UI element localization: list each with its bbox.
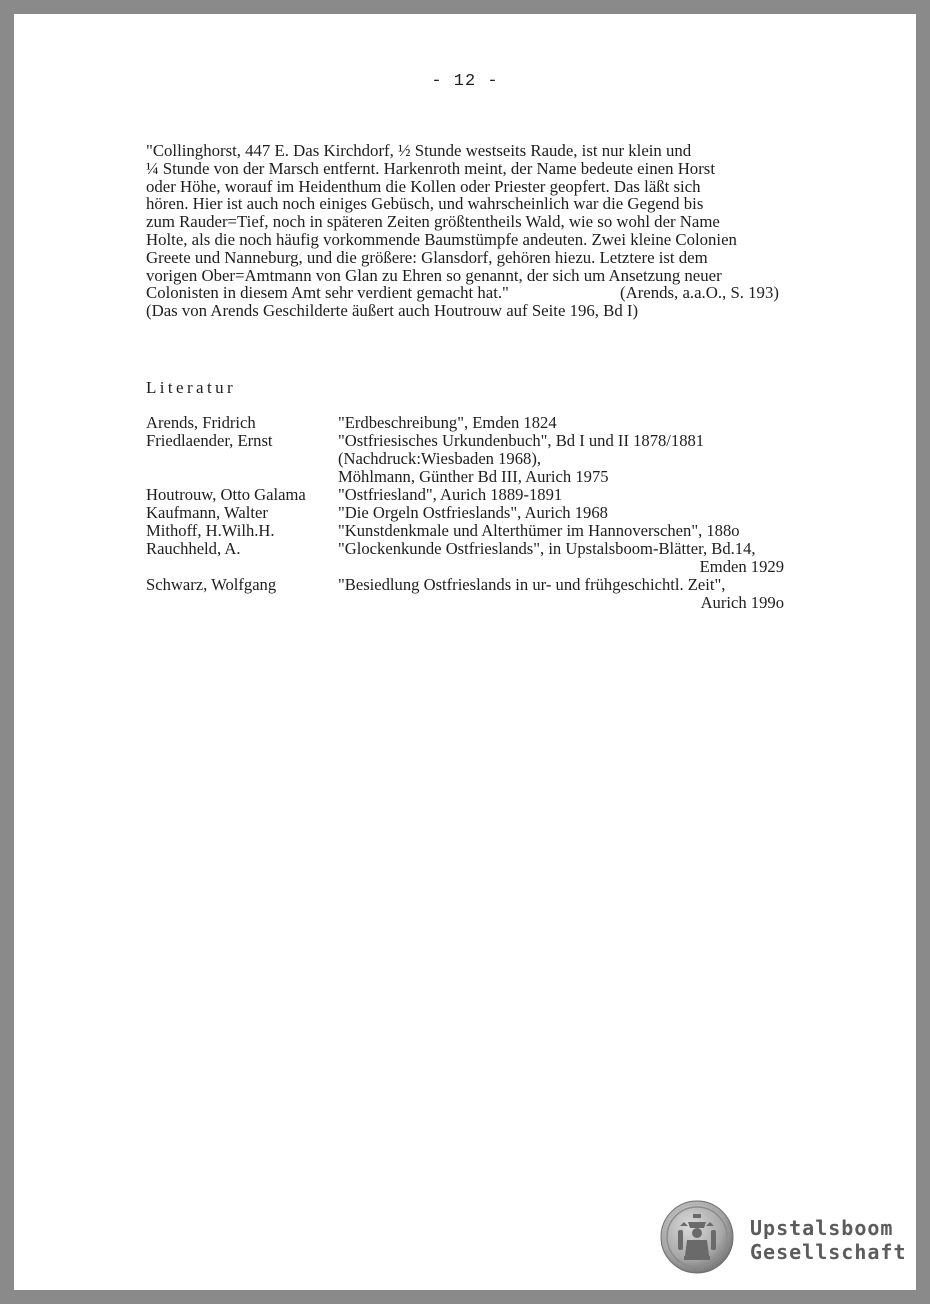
literature-work: "Besiedlung Ostfrieslands in ur- und frühgeschichtl. Zeit", — [338, 575, 726, 594]
literature-entry-continuation — [146, 468, 826, 486]
literature-author: Schwarz, Wolfgang — [146, 575, 277, 594]
literature-author: Rauchheld, A. — [146, 539, 241, 558]
literature-author: Kaufmann, Walter — [146, 503, 268, 522]
literature-work: "Ostfriesland", Aurich 1889-1891 — [338, 485, 563, 504]
literature-work: "Erdbeschreibung", Emden 1824 — [338, 413, 557, 432]
literature-author: Mithoff, H.Wilh.H. — [146, 521, 275, 540]
literature-entry — [146, 522, 826, 540]
page-number: - 12 - — [431, 72, 499, 91]
literature-work: (Nachdruck:Wiesbaden 1968), — [338, 449, 541, 468]
literature-entry — [146, 486, 826, 504]
quote-block — [146, 142, 846, 320]
quote-line: ¼ Stunde von der Marsch entfernt. Harkenroth meint, der Name bedeute einen Horst — [146, 158, 715, 178]
literature-work: Emden 1929 — [699, 557, 784, 576]
literature-entry — [146, 414, 826, 432]
literature-work: Aurich 199o — [700, 593, 784, 612]
literature-work: "Glockenkunde Ostfrieslands", in Upstalsboom-Blätter, Bd.14, — [338, 539, 756, 558]
upstalsboom-seal-icon — [660, 1200, 734, 1274]
quote-line: hören. Hier ist auch noch einiges Gebüsch, und wahrscheinlich war die Gegend bis — [146, 194, 704, 214]
literature-entry-continuation — [146, 594, 826, 612]
literature-entry — [146, 504, 826, 522]
literature-author: Friedlaender, Ernst — [146, 431, 273, 450]
literature-entry-continuation — [146, 558, 826, 576]
quote-line: Greete und Nanneburg, und die größere: Glansdorf, gehören hiezu. Letztere ist dem — [146, 247, 708, 267]
upstalsboom-branding — [750, 1216, 907, 1264]
literature-entry-continuation — [146, 450, 826, 468]
literature-entry — [146, 540, 826, 558]
literature-entry — [146, 576, 826, 594]
quote-citation: (Arends, a.a.O., S. 193) — [620, 283, 779, 303]
brand-line-2: Gesellschaft — [750, 1240, 907, 1264]
literature-work: Möhlmann, Günther Bd III, Aurich 1975 — [338, 467, 609, 486]
literature-entry — [146, 432, 826, 450]
literature-heading: Literatur — [146, 378, 237, 397]
quote-line: vorigen Ober=Amtmann von Glan zu Ehren so genannt, der sich um Ansetzung neuer — [146, 265, 722, 285]
document-page — [14, 14, 916, 1290]
quote-line: "Collinghorst, 447 E. Das Kirchdorf, ½ Stunde westseits Raude, ist nur klein und — [146, 141, 692, 160]
literature-work: "Ostfriesisches Urkundenbuch", Bd I und II 1878/1881 — [338, 431, 705, 450]
quote-note: (Das von Arends Geschilderte äußert auch Houtrouw auf Seite 196, Bd I) — [146, 301, 639, 321]
literature-author: Houtrouw, Otto Galama — [146, 485, 306, 504]
literature-author: Arends, Fridrich — [146, 413, 256, 432]
brand-line-1: Upstalsboom — [750, 1216, 894, 1240]
quote-last-line-text: Colonisten in diesem Amt sehr verdient gemacht hat." — [146, 283, 509, 303]
quote-line: oder Höhe, worauf im Heidenthum die Kollen oder Priester geopfert. Das läßt sich — [146, 176, 701, 196]
literature-work: "Die Orgeln Ostfrieslands", Aurich 1968 — [338, 503, 608, 522]
literature-list — [146, 414, 826, 612]
quote-line: Holte, als die noch häufig vorkommende Baumstümpfe andeuten. Zwei kleine Colonien — [146, 229, 737, 249]
quote-last-line — [146, 284, 846, 302]
literature-work: "Kunstdenkmale und Alterthümer im Hannoverschen", 188o — [338, 521, 740, 540]
quote-line: zum Rauder=Tief, noch in späteren Zeiten größtentheils Wald, wie so wohl der Name — [146, 212, 720, 232]
